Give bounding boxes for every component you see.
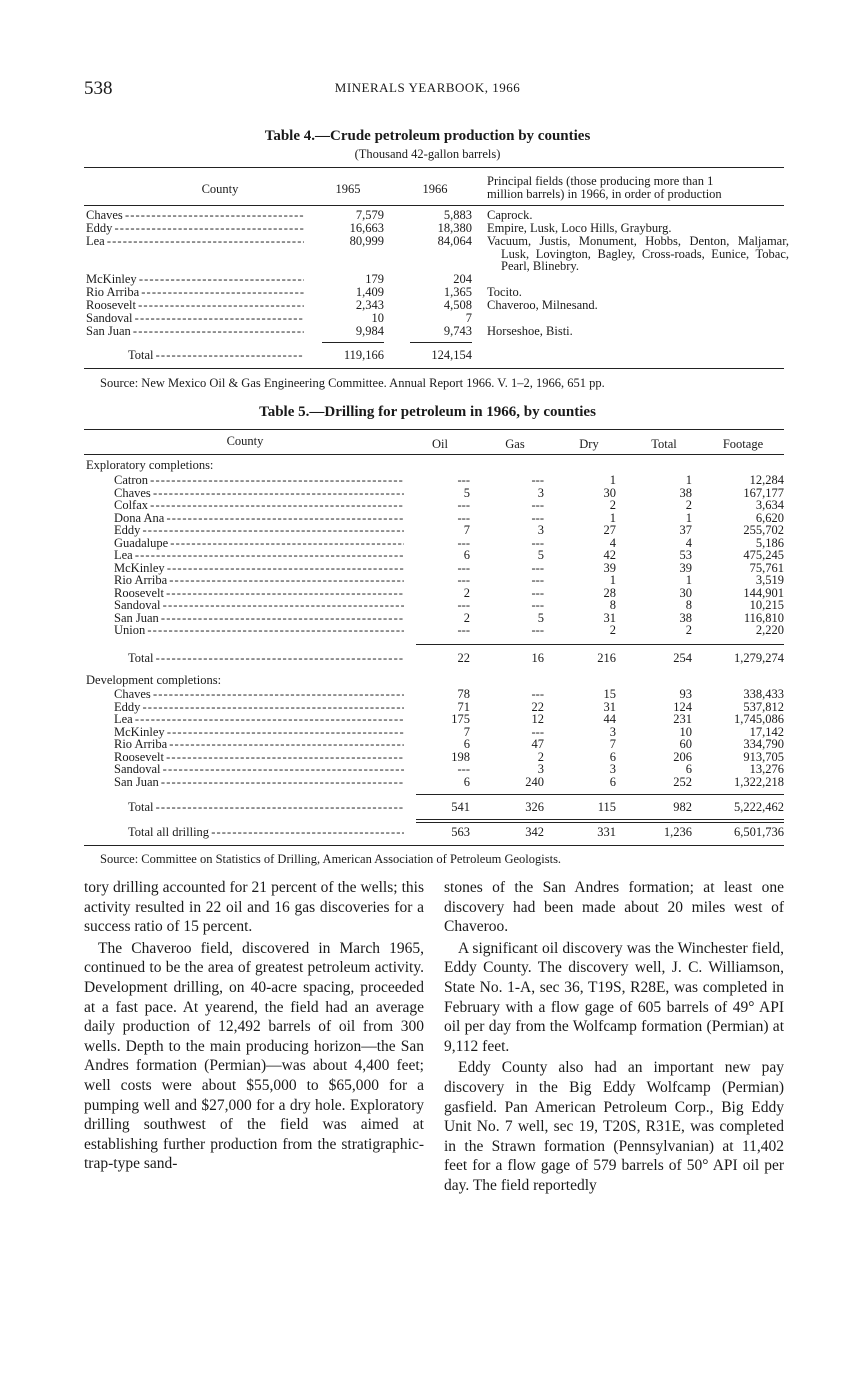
table-5-county: McKinley - - - xyxy=(114,726,404,739)
table-5-oil: --- xyxy=(457,473,470,487)
table-row xyxy=(0,487,855,500)
table-5-gas: 12 xyxy=(531,712,544,726)
table-5-footage: 10,215 xyxy=(749,598,784,612)
table-4-header-county: County xyxy=(201,182,239,196)
exploratory-section-label: Exploratory completions: xyxy=(86,458,214,472)
table-5-footage: 338,433 xyxy=(743,687,784,701)
table-5-county: San Juan - - - xyxy=(114,776,404,789)
body-paragraph: tory drilling accounted for 21 percent of the wells; this activity resulted in 22 oil and 16 gas discoveries for a success ratio of 15 percent. xyxy=(84,879,424,936)
table-5-county: McKinley - - - xyxy=(114,562,404,575)
grand-total-footage: 6,501,736 xyxy=(734,825,784,839)
table-5-header-rule xyxy=(84,454,784,455)
table-5-footage: 17,142 xyxy=(749,724,784,739)
table-5-oil: 78 xyxy=(457,687,470,701)
table-5-footage: 5,186 xyxy=(755,535,784,550)
table-5-total: 93 xyxy=(679,687,692,701)
table-5-footage: 167,177 xyxy=(743,485,784,500)
table-5-oil: 2 xyxy=(463,585,470,600)
table-5-footage: 116,810 xyxy=(743,610,784,625)
table-5-total: 10 xyxy=(679,724,692,739)
table-row xyxy=(0,776,855,789)
body-column-right xyxy=(444,878,784,1196)
table-5-county: Rio Arriba - - - xyxy=(114,574,404,587)
table-5-dry: 3 xyxy=(609,762,616,776)
development-total-footage: 5,222,462 xyxy=(734,800,784,814)
grand-total-gas: 342 xyxy=(525,825,544,839)
grand-total-total: 1,236 xyxy=(663,825,692,839)
table-row xyxy=(0,751,855,764)
exploratory-total-footage: 1,279,274 xyxy=(734,651,784,665)
table-5-dry: 39 xyxy=(603,560,616,575)
table-5-total: 206 xyxy=(673,749,692,764)
table-row xyxy=(0,512,855,525)
body-paragraph: The Chaveroo field, discovered in March 1965, continued to be the area of greatest petroleum activity. Development drilling, on 40-acre spacing, proceeded at a fast pace. At yearend, the field had an average daily production of 12,492 barrels of oil from 300 wells. Depth to the main producing horizon—the San Andres formation (Permian)—was about 4,400 feet; well costs were about $55,000 to $65,000 for a pumping well and $27,000 for a dry hole. Exploratory drilling southwest of the field was aimed at establishing further production from the stratigraphic-trap-type sand- xyxy=(84,939,424,1173)
table-5-total: 2 xyxy=(685,498,692,512)
table-5-county: Catron - - - xyxy=(114,474,404,487)
table-5-gas: --- xyxy=(531,498,544,512)
table-4-source: Source: New Mexico Oil & Gas Engineering Committee. Annual Report 1966. V. 1–2, 1966, 651 pp. xyxy=(100,376,605,390)
table-5-county: Sandoval - - - xyxy=(114,763,404,776)
table-4-fields: Vacuum, Justis, Monument, Hobbs, Denton, Maljamar, Lusk, Lovington, Bagley, Cross-roads, Eunice, Tobac, Pearl, Blinebry. xyxy=(487,234,789,273)
table-4-value-1966: 84,064 xyxy=(437,234,472,248)
table-5-dry: 42 xyxy=(603,548,616,562)
table-5-county: Rio Arriba - - - xyxy=(114,738,404,751)
table-5-gas: --- xyxy=(531,687,544,701)
table-4-sum-rule-1965 xyxy=(322,342,384,343)
table-5-gas: --- xyxy=(531,560,544,575)
table-4-fields: Caprock. xyxy=(487,208,533,222)
table-5-oil: --- xyxy=(457,762,470,776)
table-4-county: Chaves - - - xyxy=(86,209,304,222)
table-5-header-dry: Dry xyxy=(579,437,599,451)
table-5-dry: 6 xyxy=(609,749,616,764)
table-5-dry: 28 xyxy=(603,585,616,600)
table-row xyxy=(0,612,855,625)
table-5-total: 124 xyxy=(673,699,692,714)
table-5-footage: 475,245 xyxy=(743,548,784,562)
table-row xyxy=(0,652,855,665)
table-4-value-1965: 16,663 xyxy=(349,221,384,235)
table-4-county: Roosevelt - - - xyxy=(86,299,304,312)
table-5-county: Eddy - - - xyxy=(114,701,404,714)
table-5-oil: --- xyxy=(457,598,470,612)
table-5-dry: 1 xyxy=(609,510,616,525)
table-4-total-1965: 119,166 xyxy=(343,348,384,362)
table-row xyxy=(0,537,855,550)
table-5-footage: 537,812 xyxy=(743,699,784,714)
development-total-gas: 326 xyxy=(525,800,544,814)
table-5-footage: 13,276 xyxy=(749,762,784,776)
table-5-gas: 240 xyxy=(525,774,544,789)
table-5-top-rule xyxy=(84,429,784,430)
table-row xyxy=(0,587,855,600)
table-5-oil: 6 xyxy=(463,737,470,751)
table-4-sum-rule-1966 xyxy=(410,342,472,343)
table-4-bottom-rule xyxy=(84,368,784,369)
table-4-header-fields-line1: Principal fields (those producing more than 1 xyxy=(487,174,714,188)
table-5-oil: 175 xyxy=(451,712,470,726)
table-5-dry: 2 xyxy=(609,623,616,637)
table-5-gas: --- xyxy=(531,573,544,587)
table-5-header-county: County xyxy=(226,434,264,448)
table-5-total: 6 xyxy=(685,762,692,776)
table-4-value-1965: 2,343 xyxy=(355,298,384,312)
table-row xyxy=(0,549,855,562)
table-5-gas: 22 xyxy=(531,699,544,714)
table-4-title: Table 4.—Crude petroleum production by counties xyxy=(264,128,591,144)
table-5-gas: 3 xyxy=(537,762,544,776)
table-5-county: Union - - - xyxy=(114,624,404,637)
body-paragraph: A significant oil discovery was the Winchester field, Eddy County. The discovery well, J. C. Williamson, State No. 1-A, sec 36, T19S, R28E, was completed in February with a flow gage of 605 barrels of 49° API oil per day from the Wolfcamp formation (Permian) at 9,112 feet. xyxy=(444,939,784,1055)
table-4-fields: Tocito. xyxy=(487,285,522,299)
table-5-dry: 44 xyxy=(603,712,616,726)
table-5-county: Roosevelt - - - xyxy=(114,751,404,764)
table-5-footage: 12,284 xyxy=(749,473,784,487)
table-5-gas: 3 xyxy=(537,523,544,537)
table-5-county: Eddy - - - xyxy=(114,524,404,537)
table-5-header-gas: Gas xyxy=(505,437,525,451)
table-4-value-1966: 9,743 xyxy=(443,324,472,338)
table-4-header-1965: 1965 xyxy=(335,182,361,196)
table-5-dry: 1 xyxy=(609,473,616,487)
table-row xyxy=(0,738,855,751)
table-5-total: 231 xyxy=(673,712,692,726)
table-5-gas: --- xyxy=(531,535,544,550)
table-4-value-1965: 1,409 xyxy=(355,285,384,299)
development-sum-rule xyxy=(416,794,784,795)
table-row xyxy=(0,574,855,587)
table-5-gas: --- xyxy=(531,473,544,487)
table-5-total: 1 xyxy=(685,473,692,487)
table-4-total-1966: 124,154 xyxy=(431,348,472,362)
body-paragraph: Eddy County also had an important new pay discovery in the Big Eddy Wolfcamp (Permian) gasfield. Pan American Petroleum Corp., Big Eddy Unit No. 7 well, sec 19, T20S, R31E, was completed in the Strawn formation (Pennsylvanian) at 11,402 feet for a flow gage of 579 barrels of 50° API oil per day. The field reportedly xyxy=(444,1059,784,1194)
table-5-footage: 144,901 xyxy=(743,585,784,600)
table-4-county: McKinley - - - xyxy=(86,273,304,286)
table-5-footage: 1,745,086 xyxy=(734,712,784,726)
development-total-label: Total - - - xyxy=(128,801,404,814)
table-5-oil: --- xyxy=(457,560,470,575)
table-5-total: 60 xyxy=(679,737,692,751)
running-head: MINERALS YEARBOOK, 1966 xyxy=(334,80,521,95)
table-5-oil: 7 xyxy=(463,724,470,739)
table-row xyxy=(0,701,855,714)
table-row xyxy=(0,474,855,487)
table-4-value-1966: 5,883 xyxy=(443,208,472,222)
table-row xyxy=(0,499,855,512)
table-5-gas: 5 xyxy=(537,610,544,625)
table-row xyxy=(0,801,855,814)
table-5-oil: 6 xyxy=(463,548,470,562)
development-section-label: Development completions: xyxy=(86,673,222,687)
table-5-oil: 7 xyxy=(463,523,470,537)
table-5-footage: 334,790 xyxy=(743,737,784,751)
table-4-total-label: Total - - - xyxy=(128,349,304,362)
table-5-total: 1 xyxy=(685,573,692,587)
table-5-county: Chaves - - - xyxy=(114,688,404,701)
table-4-county: Sandoval - - - xyxy=(86,312,304,325)
table-4-top-rule xyxy=(84,167,784,168)
exploratory-total-oil: 22 xyxy=(457,651,470,665)
table-5-total: 53 xyxy=(679,548,692,562)
table-5-header-footage: Footage xyxy=(722,437,764,451)
table-row xyxy=(0,688,855,701)
table-4-county: San Juan - - - xyxy=(86,325,304,338)
table-4-county: Lea - - - xyxy=(86,235,304,248)
table-4-county: Rio Arriba - - - xyxy=(86,286,304,299)
table-5-gas: --- xyxy=(531,585,544,600)
body-paragraph: stones of the San Andres formation; at least one discovery had been made about 20 miles west of Chaveroo. xyxy=(444,879,784,936)
table-5-gas: --- xyxy=(531,724,544,739)
table-5-oil: --- xyxy=(457,498,470,512)
table-5-gas: 2 xyxy=(537,749,544,764)
table-5-oil: --- xyxy=(457,623,470,637)
table-5-total: 252 xyxy=(673,774,692,789)
table-4-value-1966: 1,365 xyxy=(443,285,472,299)
table-5-oil: 198 xyxy=(451,749,470,764)
table-5-total: 39 xyxy=(679,560,692,575)
table-4-header-rule xyxy=(84,205,784,206)
grand-total-rule-top xyxy=(416,819,784,820)
table-5-oil: 71 xyxy=(457,699,470,714)
table-5-oil: --- xyxy=(457,573,470,587)
table-5-dry: 8 xyxy=(609,598,616,612)
table-5-footage: 3,634 xyxy=(755,498,784,512)
table-5-footage: 6,620 xyxy=(755,510,784,525)
table-4-county: Eddy - - - xyxy=(86,222,304,235)
table-4-header-fields-line2: million barrels) in 1966, in order of production xyxy=(487,187,722,201)
table-row xyxy=(0,562,855,575)
table-5-gas: 47 xyxy=(531,737,544,751)
body-column-left xyxy=(84,878,424,1174)
table-5-dry: 2 xyxy=(609,498,616,512)
table-5-county: Sandoval - - - xyxy=(114,599,404,612)
table-5-dry: 27 xyxy=(603,523,616,537)
table-5-oil: 6 xyxy=(463,774,470,789)
page-number: 538 xyxy=(84,78,113,99)
table-5-gas: --- xyxy=(531,598,544,612)
table-4-fields: Empire, Lusk, Loco Hills, Grayburg. xyxy=(487,221,672,235)
table-4-value-1965: 80,999 xyxy=(349,234,384,248)
table-5-total: 4 xyxy=(685,535,692,550)
table-5-county: Chaves - - - xyxy=(114,487,404,500)
table-5-total: 1 xyxy=(685,510,692,525)
grand-total-dry: 331 xyxy=(597,825,616,839)
table-4-value-1965: 7,579 xyxy=(355,208,384,222)
table-4-fields: Horseshoe, Bisti. xyxy=(487,324,573,338)
table-5-county: Lea - - - xyxy=(114,713,404,726)
table-5-oil: --- xyxy=(457,535,470,550)
table-5-total: 38 xyxy=(679,485,692,500)
table-5-gas: 5 xyxy=(537,548,544,562)
table-5-title: Table 5.—Drilling for petroleum in 1966, by counties xyxy=(259,404,596,420)
table-5-footage: 913,705 xyxy=(743,749,784,764)
table-4-subtitle: (Thousand 42-gallon barrels) xyxy=(354,147,501,161)
table-4-value-1965: 9,984 xyxy=(355,324,384,338)
exploratory-total-dry: 216 xyxy=(597,651,616,665)
grand-total-oil: 563 xyxy=(451,825,470,839)
table-5-county: Roosevelt - - - xyxy=(114,587,404,600)
table-5-footage: 2,220 xyxy=(755,623,784,637)
development-total-oil: 541 xyxy=(451,800,470,814)
exploratory-total-gas: 16 xyxy=(531,651,544,665)
grand-total-rule-bottom xyxy=(416,822,784,823)
table-4-value-1966: 7 xyxy=(465,311,472,325)
table-5-dry: 1 xyxy=(609,573,616,587)
grand-total-label: Total all drilling - - - xyxy=(128,826,404,839)
table-5-oil: 5 xyxy=(463,485,470,500)
table-5-county: Guadalupe - - - xyxy=(114,537,404,550)
exploratory-sum-rule xyxy=(416,644,784,645)
table-5-total: 38 xyxy=(679,610,692,625)
exploratory-total-total: 254 xyxy=(673,651,692,665)
table-5-dry: 3 xyxy=(609,724,616,739)
table-row xyxy=(0,599,855,612)
table-5-source: Source: Committee on Statistics of Drilling, American Association of Petroleum Geologists. xyxy=(100,852,562,866)
table-5-county: Lea - - - xyxy=(114,549,404,562)
table-5-footage: 1,322,218 xyxy=(734,774,784,789)
table-row xyxy=(0,763,855,776)
table-4-fields: Chaveroo, Milnesand. xyxy=(487,298,598,312)
table-5-dry: 6 xyxy=(609,774,616,789)
table-5-gas: 3 xyxy=(537,485,544,500)
table-5-gas: --- xyxy=(531,623,544,637)
exploratory-total-label: Total - - - xyxy=(128,652,404,665)
table-5-footage: 3,519 xyxy=(755,573,784,587)
table-5-total: 37 xyxy=(679,523,692,537)
table-5-dry: 4 xyxy=(609,535,616,550)
table-5-dry: 31 xyxy=(603,610,616,625)
development-total-total: 982 xyxy=(673,800,692,814)
table-5-total: 8 xyxy=(685,598,692,612)
table-5-dry: 31 xyxy=(603,699,616,714)
table-row xyxy=(0,624,855,637)
table-5-dry: 15 xyxy=(603,687,616,701)
table-5-oil: 2 xyxy=(463,610,470,625)
table-5-gas: --- xyxy=(531,510,544,525)
table-4-header-1966: 1966 xyxy=(422,182,448,196)
table-row xyxy=(0,524,855,537)
table-5-county: Dona Ana - - - xyxy=(114,512,404,525)
table-4-value-1966: 4,508 xyxy=(443,298,472,312)
table-row xyxy=(0,826,855,839)
table-5-county: Colfax - - - xyxy=(114,499,404,512)
table-4-value-1966: 204 xyxy=(453,272,472,286)
table-4-value-1965: 179 xyxy=(365,272,384,286)
table-5-header-oil: Oil xyxy=(432,437,448,451)
table-5-footage: 255,702 xyxy=(743,523,784,537)
table-5-total: 30 xyxy=(679,585,692,600)
table-5-total: 2 xyxy=(685,623,692,637)
table-5-dry: 7 xyxy=(609,737,616,751)
table-4-value-1965: 10 xyxy=(371,311,384,325)
table-5-header-total: Total xyxy=(651,437,677,451)
table-row xyxy=(0,713,855,726)
table-5-county: San Juan - - - xyxy=(114,612,404,625)
table-row xyxy=(0,726,855,739)
development-total-dry: 115 xyxy=(597,800,616,814)
table-5-oil: --- xyxy=(457,510,470,525)
table-5-bottom-rule xyxy=(84,845,784,846)
table-5-dry: 30 xyxy=(603,485,616,500)
table-5-footage: 75,761 xyxy=(749,560,784,575)
table-4-value-1966: 18,380 xyxy=(437,221,472,235)
